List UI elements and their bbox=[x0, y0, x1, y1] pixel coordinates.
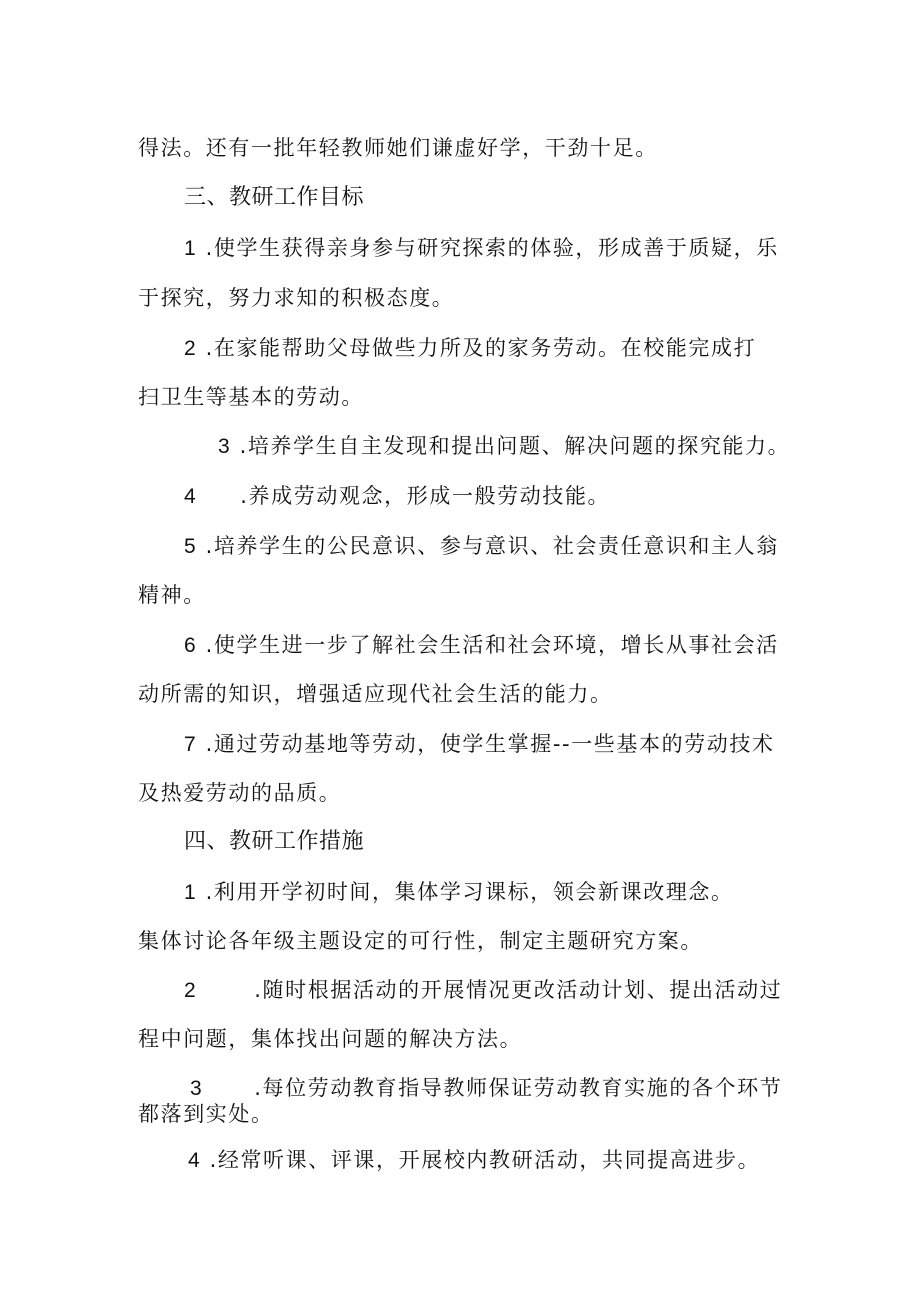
measure-item-3 bbox=[190, 1074, 782, 1103]
section-heading-measures: 四、教研工作措施 bbox=[184, 829, 365, 854]
item-text: .使学生获得亲身参与研究探索的体验，形成善于质疑，乐 bbox=[205, 236, 779, 260]
item-text: .利用开学初时间，集体学习课标，领会新课改理念。 bbox=[205, 880, 734, 904]
section-heading-goals: 三、教研工作目标 bbox=[184, 185, 365, 210]
item-number: 2 bbox=[184, 337, 198, 360]
item-number: 4 bbox=[188, 1149, 202, 1172]
item-text: .养成劳动观念，形成一般劳动技能。 bbox=[240, 484, 611, 508]
goal-item-2-continuation: 扫卫生等基本的劳动。 bbox=[138, 385, 364, 409]
paragraph-line: 得法。还有一批年轻教师她们谦虚好学，干劲十足。 bbox=[138, 136, 658, 160]
item-number: 1 bbox=[184, 237, 198, 260]
item-text: .培养学生自主发现和提出问题、解决问题的探究能力。 bbox=[239, 434, 791, 458]
item-text: .每位劳动教育指导教师保证劳动教育实施的各个环节 bbox=[254, 1076, 783, 1100]
goal-item-6 bbox=[184, 631, 779, 660]
goal-item-5-continuation: 精神。 bbox=[138, 583, 206, 607]
measure-item-4 bbox=[188, 1146, 760, 1175]
item-text: .通过劳动基地等劳动，使学生掌握--一些基本的劳动技术 bbox=[205, 732, 775, 756]
goal-item-3 bbox=[218, 432, 790, 461]
goal-item-7-continuation: 及热爱劳动的品质。 bbox=[138, 781, 342, 805]
goal-item-7 bbox=[184, 730, 775, 759]
goal-item-1-continuation: 于探究，努力求知的积极态度。 bbox=[138, 286, 455, 310]
item-text: .随时根据活动的开展情况更改活动计划、提出活动过 bbox=[254, 978, 783, 1002]
item-text: .在家能帮助父母做些力所及的家务劳动。在校能完成打 bbox=[205, 336, 757, 360]
goal-item-2 bbox=[184, 334, 756, 363]
measure-item-3-continuation: 都落到实处。 bbox=[138, 1102, 274, 1126]
item-number: 5 bbox=[184, 535, 198, 558]
item-number: 6 bbox=[184, 634, 198, 657]
measure-item-2-continuation: 程中问题，集体找出问题的解决方法。 bbox=[138, 1027, 523, 1051]
item-number: 3 bbox=[190, 1077, 204, 1100]
measure-item-1 bbox=[184, 878, 734, 907]
goal-item-5 bbox=[184, 532, 779, 561]
item-text: .培养学生的公民意识、参与意识、社会责任意识和主人翁 bbox=[205, 534, 779, 558]
item-number: 2 bbox=[184, 979, 198, 1002]
item-text: .使学生进一步了解社会生活和社会环境，增长从事社会活 bbox=[205, 633, 779, 657]
item-number: 1 bbox=[184, 881, 198, 904]
goal-item-4 bbox=[184, 482, 610, 511]
item-number: 3 bbox=[218, 435, 232, 458]
measure-item-2 bbox=[184, 976, 782, 1005]
measure-item-1-continuation: 集体讨论各年级主题设定的可行性，制定主题研究方案。 bbox=[138, 929, 703, 953]
item-text: .经常听课、评课，开展校内教研活动，共同提高进步。 bbox=[209, 1148, 761, 1172]
goal-item-1 bbox=[184, 234, 779, 263]
goal-item-6-continuation: 动所需的知识，增强适应现代社会生活的能力。 bbox=[138, 682, 613, 706]
item-number: 7 bbox=[184, 733, 198, 756]
item-number: 4 bbox=[184, 485, 198, 508]
